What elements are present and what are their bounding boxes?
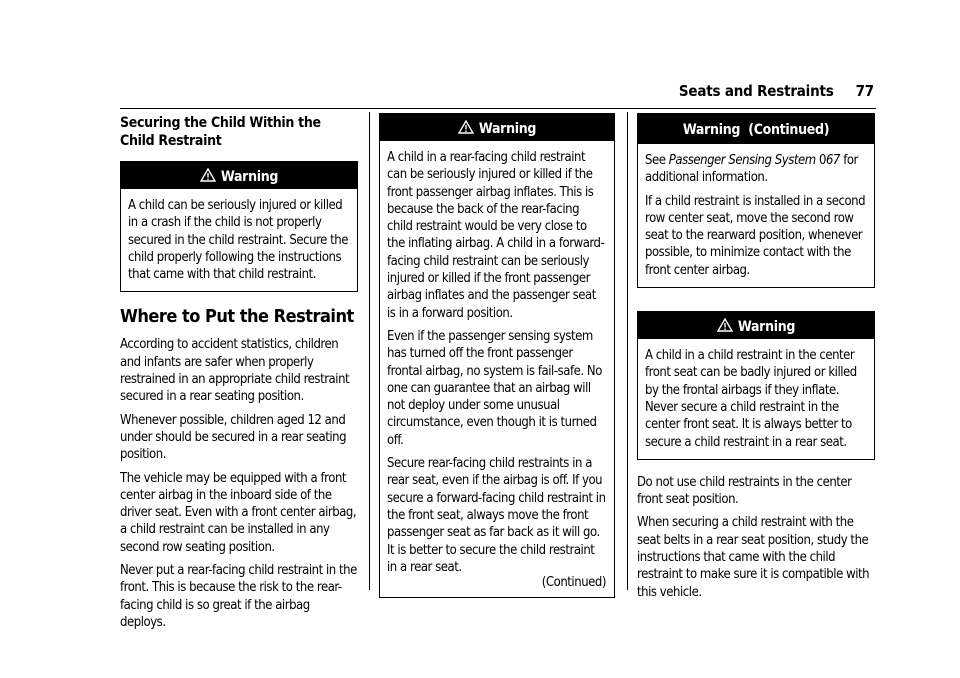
warning-box-1: [120, 161, 358, 292]
warning-header: [380, 114, 614, 141]
page-ref-symbol: 0: [818, 153, 826, 168]
paragraph: Never put a rear-facing child restraint in the front. This is because the risk to the rear-facing child is so great if the airbag deploys.: [120, 563, 357, 630]
paragraph: When securing a child restraint with the seat belts in a rear seat position, study the instructions that came with the child restraint to make sure it is compatible with this vehicle.: [637, 515, 870, 600]
warning-triangle-icon: [200, 168, 216, 182]
warning-paragraph: A child in a rear-facing child restraint can be seriously injured or killed if the front passenger airbag inflates. This is because the back of the rear-facing child restraint would be very close to the inflating airbag. A child in a forward-facing child restraint can be seriously injured or killed if the front passenger airbag inflates and the passenger seat is in a forward position.: [387, 150, 605, 321]
cross-reference-link[interactable]: Passenger Sensing System: [668, 153, 816, 168]
warning-triangle-icon: [717, 318, 733, 332]
warning-body: [638, 339, 874, 459]
warning-header: [638, 312, 874, 339]
column-divider-1: [369, 112, 370, 590]
warning-box-continued: [637, 113, 875, 288]
warning-box-3: [637, 311, 875, 460]
paragraph: According to accident statistics, children and infants are safer when properly restrained in an appropriate child restraint secured in a rear seating position.: [120, 337, 350, 405]
subheading: Securing the Child Within the Child Restraint: [120, 115, 321, 149]
warning-header: [121, 162, 357, 189]
warning-paragraph: Secure rear-facing child restraints in a rear seat, even if the airbag is off. If you secure a forward-facing child restraint in the front seat, always move the front passenger seat as far back as it will go. It is better to secure the child restraint in a rear seat.: [387, 456, 606, 575]
warning-body: [638, 144, 874, 287]
warning-title: Warning: [478, 120, 537, 137]
warning-title: Warning (Continued): [682, 122, 830, 139]
paragraph: Do not use child restraints in the center front seat position.: [637, 474, 852, 508]
see-label: See: [645, 153, 666, 168]
warning-title: Warning: [737, 318, 796, 335]
warning-body: [121, 189, 357, 291]
continued-label: (Continued): [541, 575, 606, 591]
warning-paragraph: If a child restraint is installed in a second row center seat, move the second row seat to the rearward position, whenever possible, to minimize contact with the front center airbag.: [645, 193, 866, 278]
ref-tail: for additional information.: [645, 153, 858, 186]
section-heading: Where to Put the Restraint: [120, 306, 354, 328]
page-number: 77: [855, 82, 874, 100]
column-2: [379, 113, 615, 612]
warning-triangle-icon: [458, 120, 474, 134]
warning-body: [380, 141, 614, 597]
section-title: Seats and Restraints: [678, 82, 834, 100]
column-1: [120, 114, 358, 637]
warning-header: [638, 114, 874, 144]
running-header: [679, 82, 874, 100]
warning-box-2: [379, 113, 615, 598]
column-divider-2: [627, 112, 628, 590]
column-3: [637, 113, 875, 607]
warning-paragraph: Even if the passenger sensing system has turned off the front passenger frontal airbag, no system is fail-safe. No one can guarantee that an airbag will not deploy under some unusual circumstance, even though it is turned off.: [387, 328, 602, 448]
paragraph: The vehicle may be equipped with a front center airbag in the inboard side of the driver seat. Even with a front center airbag, a child restraint can be installed in any second row seating position.: [120, 470, 357, 555]
paragraph: Whenever possible, children aged 12 and under should be secured in a rear seating position.: [120, 412, 347, 463]
warning-title: Warning: [220, 168, 279, 185]
warning-text: A child can be seriously injured or killed in a crash if the child is not properly secured in the child restraint. Secure the child properly following the instructions that came with that child restraint.: [128, 198, 349, 283]
header-rule: [120, 108, 876, 109]
warning-text: A child in a child restraint in the center front seat can be badly injured or killed by the frontal airbags if they inflate. Never secure a child restraint in the center front seat. It is always better to secure a child restraint in a rear seat.: [645, 348, 857, 450]
page-ref-number[interactable]: 67: [825, 153, 840, 168]
warning-paragraph: [645, 152, 866, 187]
